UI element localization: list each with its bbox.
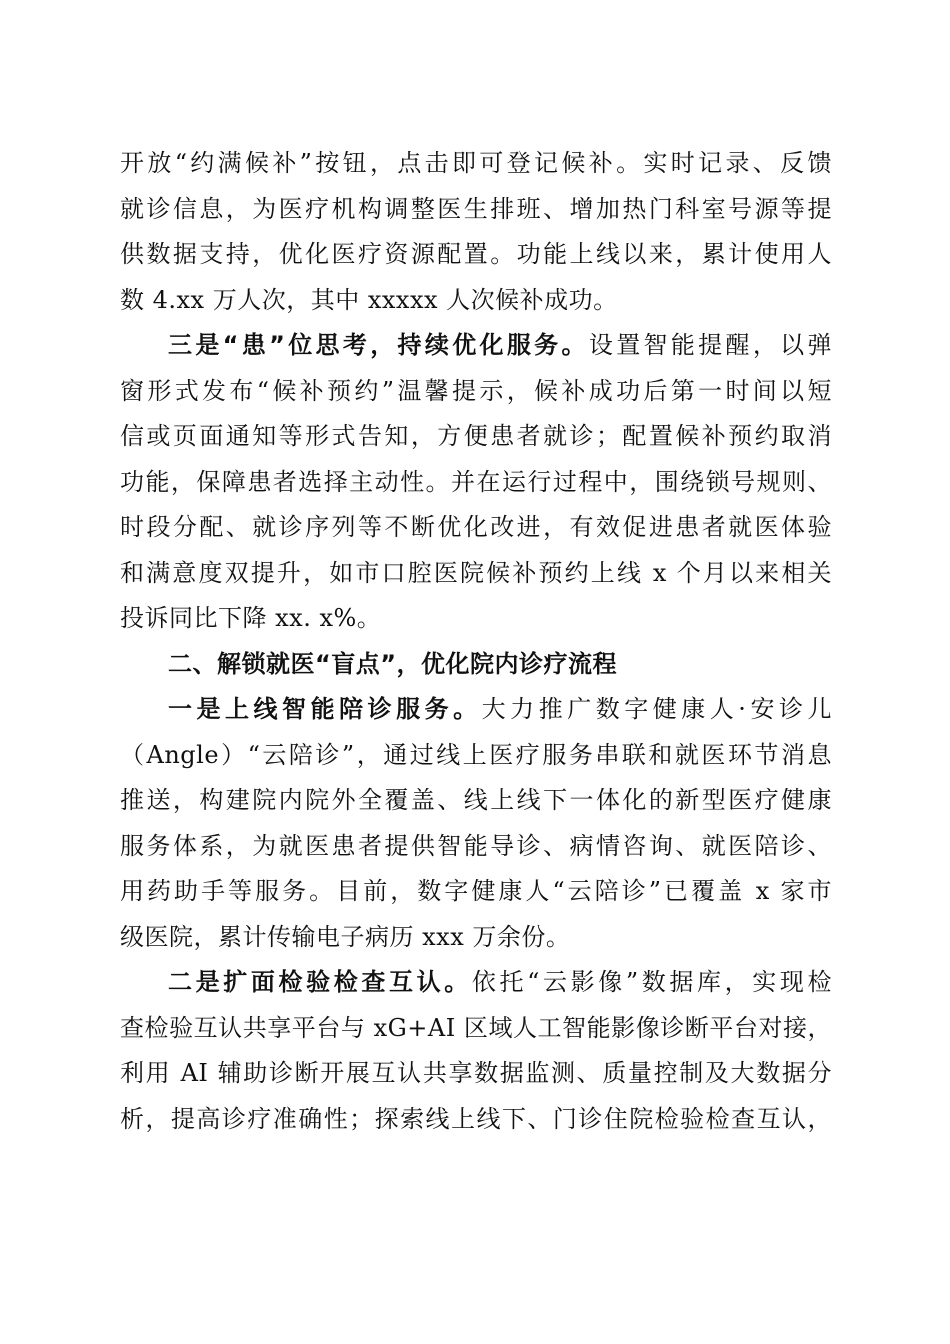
paragraph-line <box>120 960 832 1006</box>
paragraph-text: 依托“云影像”数据库，实现检 <box>471 968 832 996</box>
paragraph-text: 大力推广数字健康人·安诊儿 <box>481 695 832 723</box>
paragraph-line: 就诊信息，为医疗机构调整医生排班、增加热门科室号源等提 <box>120 194 832 223</box>
paragraph-line: 时段分配、就诊序列等不断优化改进，有效促进患者就医体验 <box>120 513 832 541</box>
paragraph-line <box>120 323 832 369</box>
paragraph-line: 级医院，累计传输电子病历 xxx 万余份。 <box>120 922 571 951</box>
paragraph-line: 窗形式发布“候补预约”温馨提示，候补成功后第一时间以短 <box>120 376 832 405</box>
paragraph-lead: 二是扩面检验检查互认。 <box>168 968 472 996</box>
paragraph-line: 推送，构建院内院外全覆盖、线上线下一体化的新型医疗健康 <box>120 786 832 814</box>
paragraph-line: 功能，保障患者选择主动性。并在运行过程中，围绕锁号规则、 <box>120 467 832 496</box>
paragraph-text: 设置智能提醒，以弹 <box>588 331 833 359</box>
paragraph-line: 供数据支持，优化医疗资源配置。功能上线以来，累计使用人 <box>120 240 832 268</box>
paragraph-line: 开放“约满候补”按钮，点击即可登记候补。实时记录、反馈 <box>120 149 832 177</box>
paragraph-line: 信或页面通知等形式告知，方便患者就诊；配置候补预约取消 <box>120 422 832 450</box>
paragraph-line: 和满意度双提升，如市口腔医院候补预约上线 x 个月以来相关 <box>120 558 832 587</box>
paragraph-line: 投诉同比下降 xx. x%。 <box>120 604 382 632</box>
paragraph-line: （Angle）“云陪诊”，通过线上医疗服务串联和就医环节消息 <box>120 740 832 769</box>
paragraph-lead: 三是“患”位思考，持续优化服务。 <box>168 331 589 359</box>
paragraph-line: 服务体系，为就医患者提供智能导诊、病情咨询、就医陪诊、 <box>120 831 832 860</box>
paragraph-line: 利用 AI 辅助诊断开展互认共享数据监测、质量控制及大数据分 <box>120 1059 832 1087</box>
document-body <box>120 141 832 1142</box>
paragraph-line: 析，提高诊疗准确性；探索线上线下、门诊住院检验检查互认， <box>120 1104 832 1133</box>
paragraph-lead: 一是上线智能陪诊服务。 <box>168 695 482 723</box>
paragraph-line: 数 4.xx 万人次，其中 xxxxx 人次候补成功。 <box>120 285 618 314</box>
paragraph-line <box>120 687 832 733</box>
paragraph-line: 查检验互认共享平台与 xG+AI 区域人工智能影像诊断平台对接， <box>120 1013 832 1042</box>
paragraph-line: 用药助手等服务。目前，数字健康人“云陪诊”已覆盖 x 家市 <box>120 877 832 905</box>
section-heading: 二、解锁就医“盲点”，优化院内诊疗流程 <box>168 649 618 678</box>
